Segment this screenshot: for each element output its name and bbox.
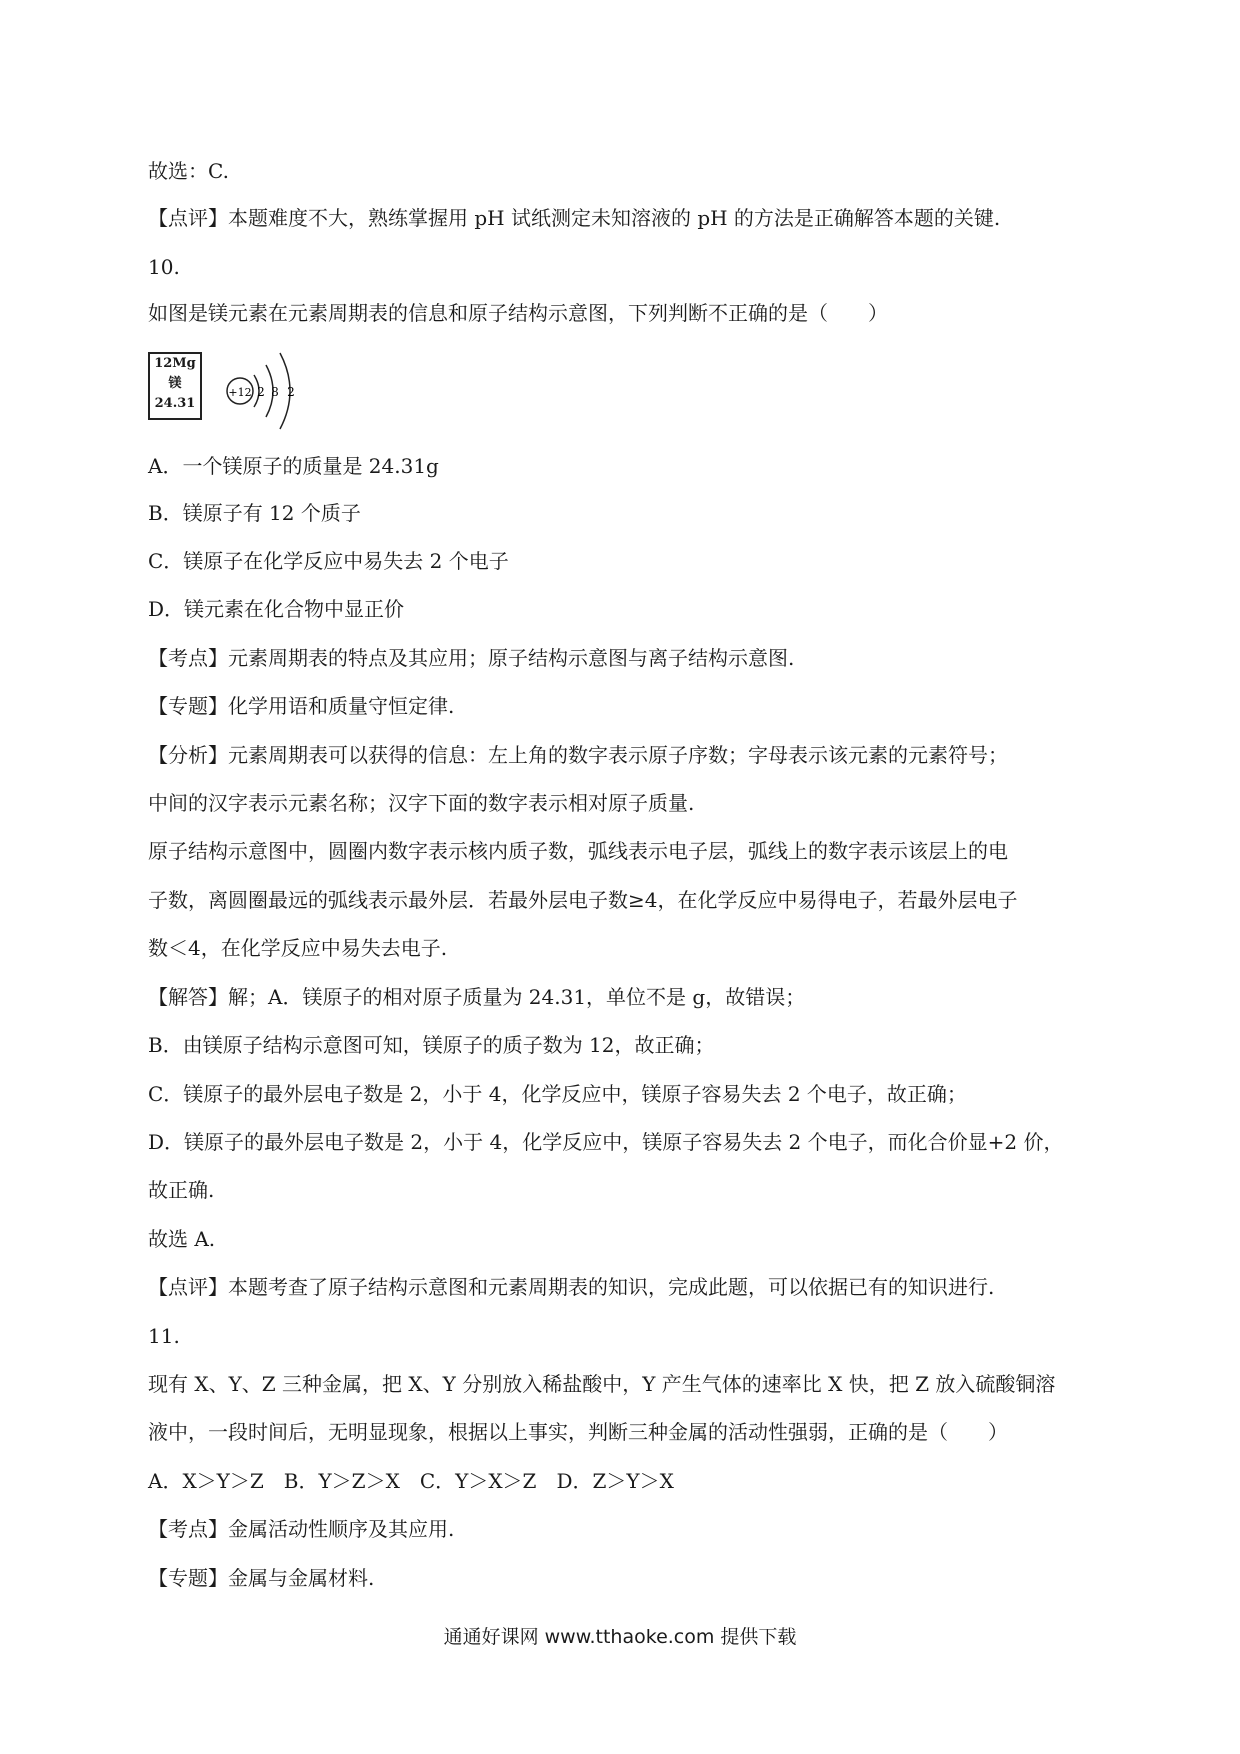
analysis-line-4: 子数，离圆圈最远的弧线表示最外层．若最外层电子数≥4，在化学反应中易得电子，若最外层电子 bbox=[148, 888, 1018, 912]
periodic-table-cell bbox=[148, 352, 202, 420]
question-stem-11-line-1: 现有 X、Y、Z 三种金属，把 X、Y 分别放入稀盐酸中，Y 产生气体的速率比 X 快，把 Z 放入硫酸铜溶 bbox=[148, 1372, 1056, 1396]
solution-line-1: 【解答】解；A．镁原子的相对原子质量为 24.31，单位不是 g，故错误； bbox=[148, 985, 806, 1009]
comment-line-10: 【点评】本题考查了原子结构示意图和元素周期表的知识，完成此题，可以依据已有的知识进行. bbox=[148, 1275, 995, 1299]
question-number-11: 11. bbox=[148, 1324, 180, 1348]
shell-electrons-1: 2 bbox=[257, 385, 265, 399]
element-symbol-line: 12Mg bbox=[154, 356, 196, 371]
comment-line-9: 【点评】本题难度不大，熟练掌握用 pH 试纸测定未知溶液的 pH 的方法是正确解答本题的关键. bbox=[148, 206, 1001, 230]
shell-electrons-3: 2 bbox=[287, 385, 295, 399]
option-c-10: C．镁原子在化学反应中易失去 2 个电子 bbox=[148, 549, 509, 573]
option-b-10: B．镁原子有 12 个质子 bbox=[148, 501, 361, 525]
analysis-line-3: 原子结构示意图中，圆圈内数字表示核内质子数，弧线表示电子层，弧线上的数字表示该层上的电 bbox=[148, 839, 1008, 863]
option-d-10: D．镁元素在化合物中显正价 bbox=[148, 597, 405, 621]
answer-line-10: 故选 A. bbox=[148, 1227, 216, 1251]
solution-line-2: B．由镁原子结构示意图可知，镁原子的质子数为 12，故正确； bbox=[148, 1033, 715, 1057]
element-name: 镁 bbox=[168, 376, 182, 391]
question-stem-11-line-2: 液中，一段时间后，无明显现象，根据以上事实，判断三种金属的活动性强弱，正确的是（ ） bbox=[148, 1420, 1008, 1444]
nucleus-charge: +12 bbox=[228, 386, 252, 399]
zhuanti-11: 【专题】金属与金属材料. bbox=[148, 1566, 375, 1590]
page-footer: 通通好课网 www.tthaoke.com 提供下载 bbox=[443, 1626, 797, 1648]
atom-structure-diagram bbox=[224, 345, 308, 435]
question-stem-10: 如图是镁元素在元素周期表的信息和原子结构示意图，下列判断不正确的是（ ） bbox=[148, 301, 888, 325]
answer-line-9: 故选：C. bbox=[148, 159, 229, 183]
shell-electrons-2: 8 bbox=[271, 385, 279, 399]
zhuanti-10: 【专题】化学用语和质量守恒定律. bbox=[148, 694, 455, 718]
solution-line-5: 故正确. bbox=[148, 1178, 215, 1202]
options-11: A．X＞Y＞Z B．Y＞Z＞X C．Y＞X＞Z D．Z＞Y＞X bbox=[148, 1469, 674, 1493]
kaodian-10: 【考点】元素周期表的特点及其应用；原子结构示意图与离子结构示意图. bbox=[148, 646, 795, 670]
analysis-line-1: 【分析】元素周期表可以获得的信息：左上角的数字表示原子序数；字母表示该元素的元素符号； bbox=[148, 743, 1008, 767]
atomic-mass: 24.31 bbox=[154, 396, 196, 411]
solution-line-4: D．镁原子的最外层电子数是 2，小于 4，化学反应中，镁原子容易失去 2 个电子，而化合价显+2 价， bbox=[148, 1130, 1064, 1154]
question-number-10: 10. bbox=[148, 255, 180, 279]
analysis-line-2: 中间的汉字表示元素名称；汉字下面的数字表示相对原子质量. bbox=[148, 791, 695, 815]
kaodian-11: 【考点】金属活动性顺序及其应用. bbox=[148, 1517, 455, 1541]
solution-line-3: C．镁原子的最外层电子数是 2，小于 4，化学反应中，镁原子容易失去 2 个电子，故正确； bbox=[148, 1082, 967, 1106]
analysis-line-5: 数＜4，在化学反应中易失去电子. bbox=[148, 936, 448, 960]
option-a-10: A．一个镁原子的质量是 24.31g bbox=[148, 454, 439, 478]
magnesium-figure bbox=[148, 345, 308, 435]
